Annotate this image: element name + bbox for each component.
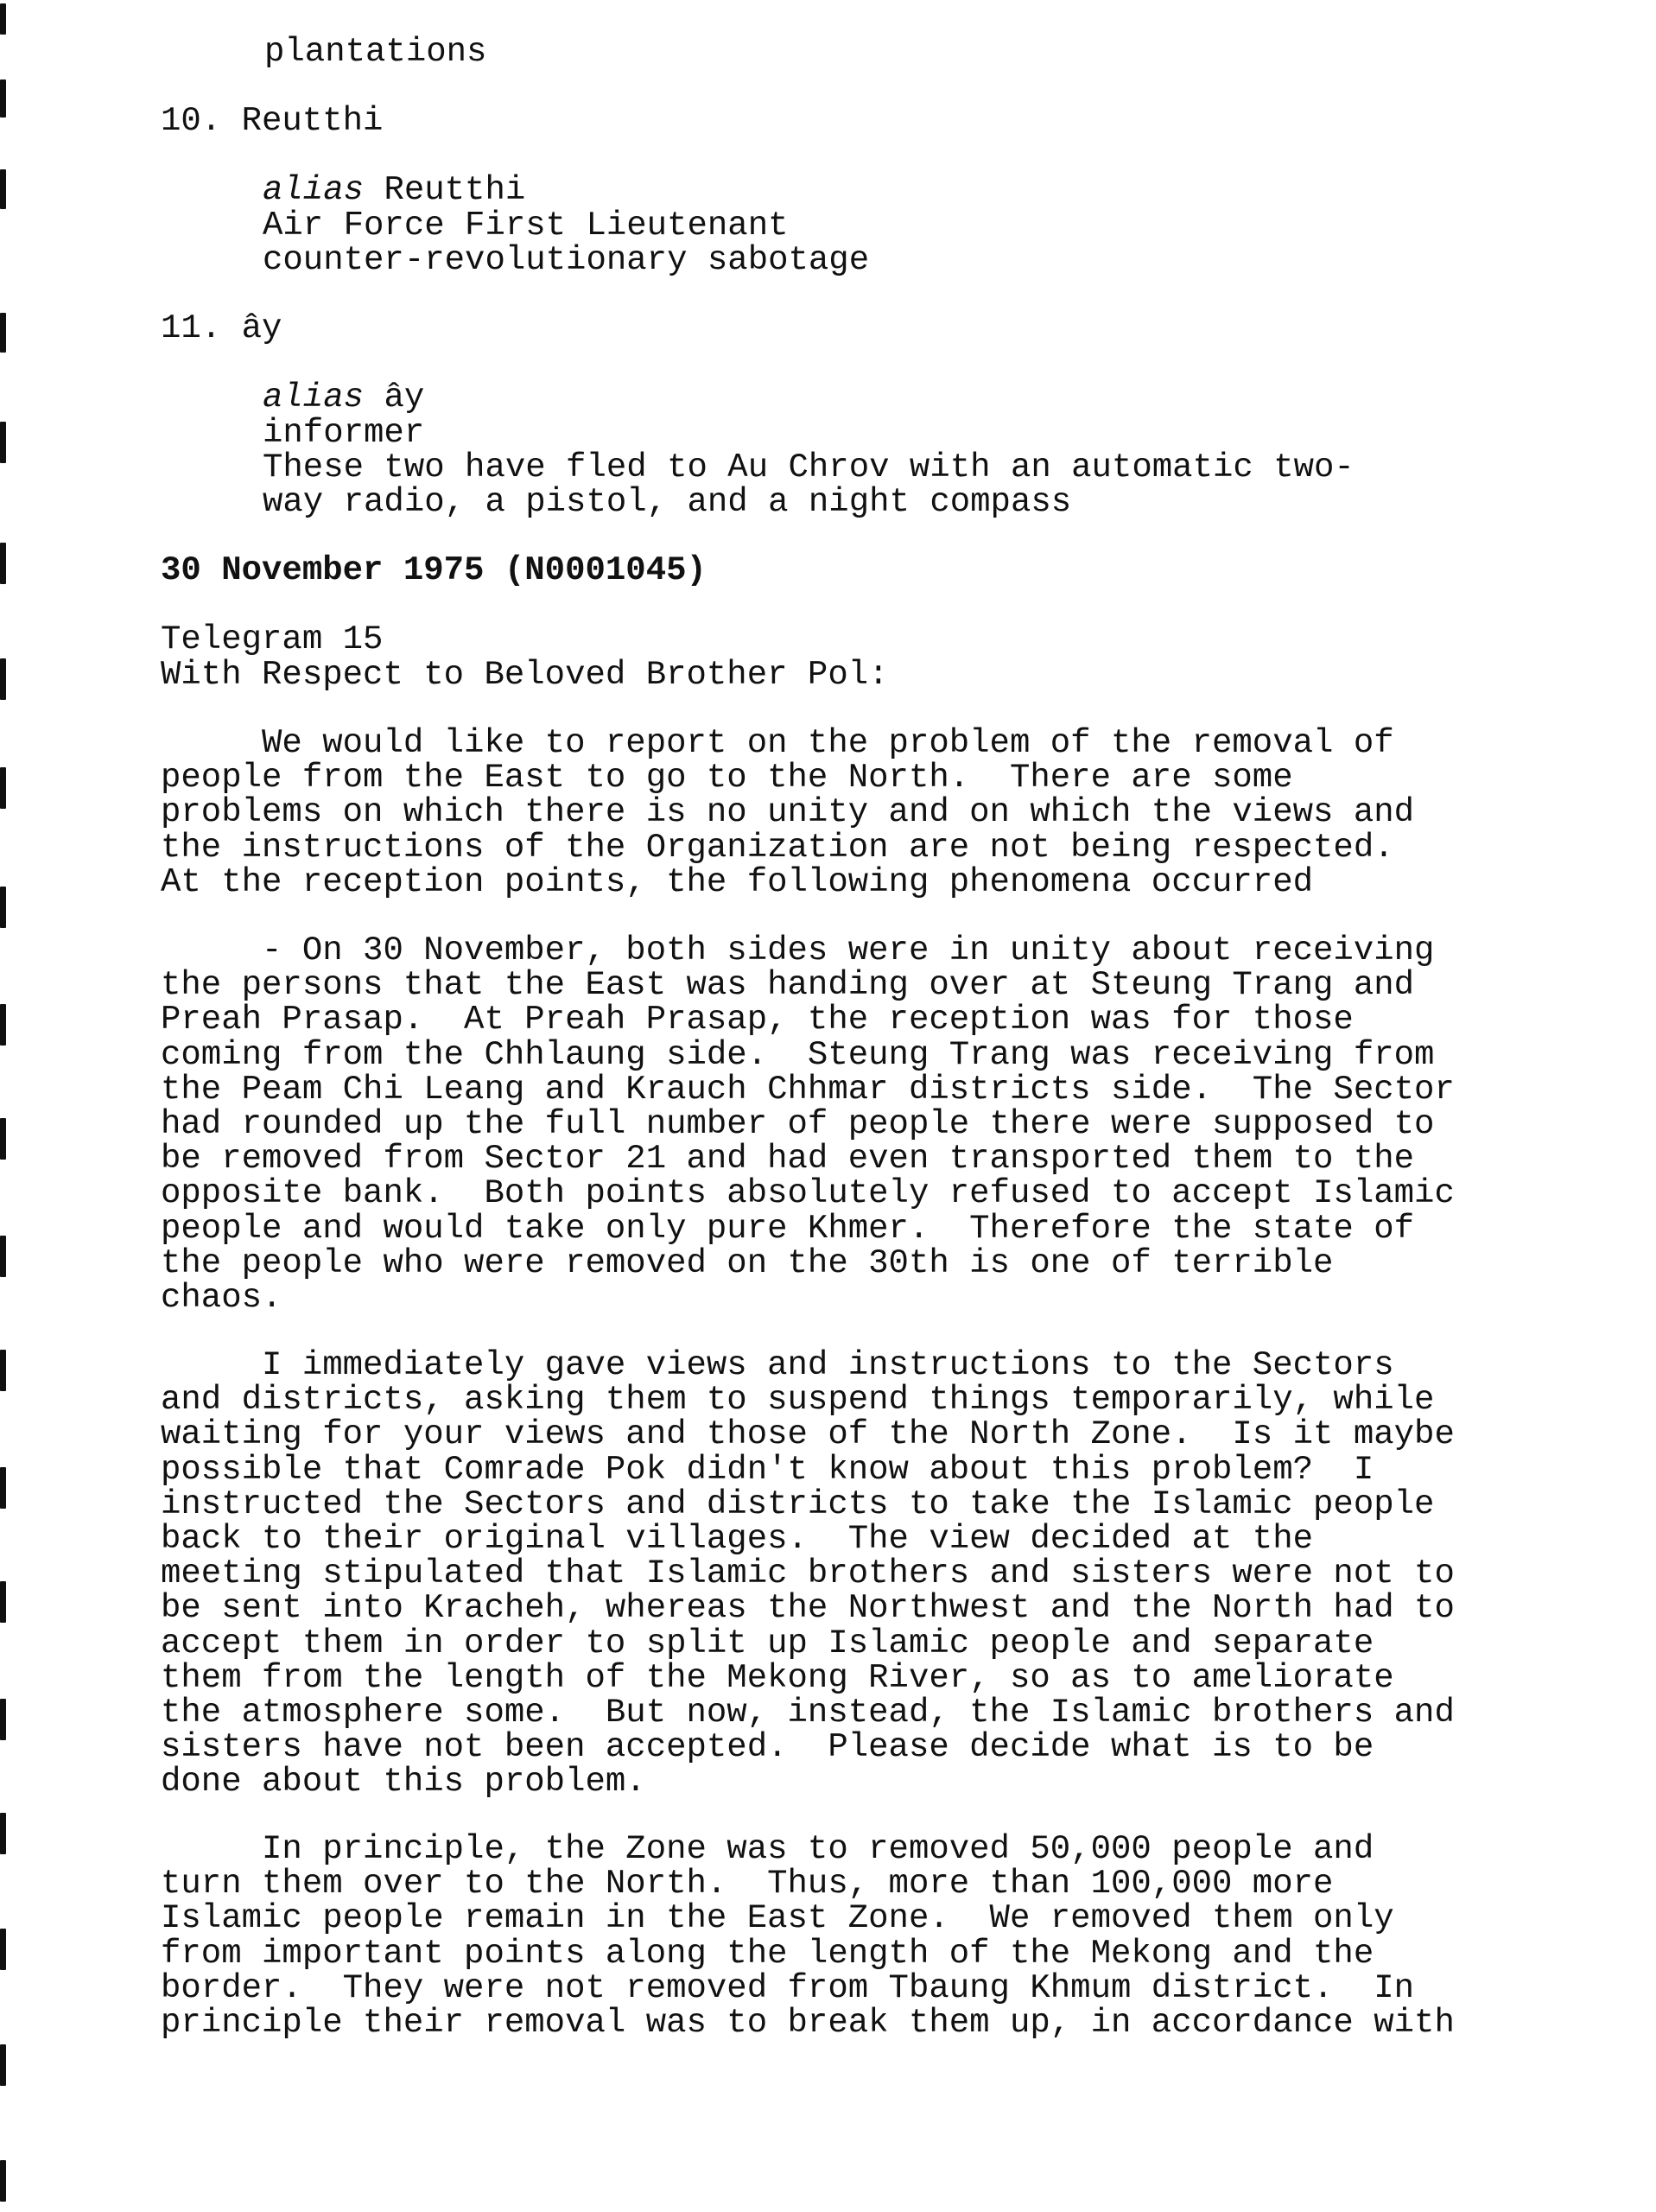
binding-mark: [0, 1004, 6, 1046]
binding-mark: [0, 2044, 6, 2086]
paragraph-line: problems on which there is no unity and on which the views and: [161, 793, 1415, 832]
binding-mark: [0, 1813, 6, 1854]
paragraph-2: [161, 933, 1456, 1315]
alias-name: ây: [384, 378, 425, 417]
binding-mark: [0, 79, 6, 118]
paragraph-line: opposite bank. Both points absolutely refused to accept Islamic: [161, 1174, 1455, 1213]
item-detail: Air Force First Lieutenant: [263, 206, 789, 245]
paragraph-line: coming from the Chhlaung side. Steung Trang was receiving from: [161, 1035, 1435, 1074]
paragraph-line: the instructions of the Organization are not being respected.: [161, 828, 1394, 867]
paragraph-line: the Peam Chi Leang and Krauch Chhmar districts side. The Sector: [161, 1070, 1455, 1109]
binding-mark: [0, 313, 6, 353]
alias-name: Reutthi: [384, 171, 526, 210]
item-detail: informer: [263, 413, 425, 452]
paragraph-line: the people who were removed on the 30th is one of terrible: [161, 1243, 1334, 1282]
paragraph-4: [161, 1832, 1456, 2040]
item-number: 11.: [161, 309, 222, 347]
item-alias: [161, 380, 1456, 415]
paragraph-line: In principle, the Zone was to removed 50,000 people and: [161, 1830, 1374, 1868]
binding-mark: [0, 169, 6, 209]
paragraph-line: waiting for your views and those of the North Zone. Is it maybe: [161, 1415, 1455, 1454]
paragraph-line: - On 30 November, both sides were in unity about receiving: [161, 931, 1435, 969]
paragraph-line: back to their original villages. The view decided at the: [161, 1519, 1314, 1558]
paragraph-line: the persons that the East was handing over at Steung Trang and: [161, 966, 1415, 1005]
paragraph-line: At the reception points, the following phenomena occurred: [161, 862, 1314, 901]
paragraph-line: principle their removal was to break them up, in accordance with: [161, 2003, 1455, 2042]
item-detail: way radio, a pistol, and a night compass: [263, 482, 1072, 521]
paragraph-line: border. They were not removed from Tbaung Khmum district. In: [161, 1968, 1415, 2007]
paragraph-line: from important points along the length of the Mekong and the: [161, 1934, 1374, 1973]
binding-mark: [0, 1467, 6, 1509]
binding-mark: [0, 1699, 6, 1740]
paragraph-line: and districts, asking them to suspend things temporarily, while: [161, 1381, 1435, 1420]
paragraph-line: had rounded up the full number of people there were supposed to: [161, 1104, 1435, 1143]
paragraph-line: meeting stipulated that Islamic brothers and sisters were not to: [161, 1554, 1455, 1593]
binding-mark: [0, 887, 6, 928]
paragraph-line: We would like to report on the problem of the removal of: [161, 724, 1394, 762]
item-alias: [161, 171, 1456, 210]
item-name: ây: [241, 309, 282, 347]
paragraph-line: done about this problem.: [161, 1763, 646, 1802]
telegram-label: Telegram 15: [161, 620, 384, 659]
paragraph-line: be sent into Kracheh, whereas the Northwest and the North had to: [161, 1589, 1455, 1628]
item-number: 10.: [161, 102, 222, 140]
binding-mark: [0, 1350, 6, 1391]
paragraph-line: Preah Prasap. At Preah Prasap, the reception was for those: [161, 1001, 1354, 1039]
paragraph-line: chaos.: [161, 1278, 282, 1317]
item-heading: [161, 311, 1456, 346]
paragraph-line: them from the length of the Mekong River, so as to ameliorate: [161, 1658, 1394, 1697]
binding-mark: [0, 1118, 6, 1160]
alias-label: alias: [263, 171, 365, 210]
binding-mark: [0, 767, 6, 809]
list-item-10: [161, 104, 1456, 277]
paragraph-line: I immediately gave views and instructions to the Sectors: [161, 1346, 1394, 1384]
paragraph-line: Islamic people remain in the East Zone. We removed them only: [161, 1899, 1394, 1938]
paragraph-line: possible that Comrade Pok didn't know about this problem? I: [161, 1450, 1374, 1489]
paragraph-3: [161, 1346, 1456, 1802]
binding-mark: [0, 543, 6, 584]
binding-mark: [0, 2160, 6, 2202]
paragraph-line: people and would take only pure Khmer. Therefore the state of: [161, 1209, 1415, 1248]
paragraph-line: instructed the Sectors and districts to take the Islamic people: [161, 1484, 1435, 1523]
continuation-text: plantations: [264, 33, 487, 71]
paragraph-line: accept them in order to split up Islamic people and separate: [161, 1624, 1374, 1662]
paragraph-line: be removed from Sector 21 and had even transported them to the: [161, 1140, 1415, 1179]
entry-heading: 30 November 1975 (N0001045): [161, 551, 707, 589]
entry-block: [161, 553, 1456, 692]
binding-mark: [0, 1236, 6, 1277]
binding-mark: [0, 1581, 6, 1623]
paragraph-line: people from the East to go to the North. There are some: [161, 759, 1293, 798]
item-heading: [161, 104, 1456, 138]
paragraph-line: sisters have not been accepted. Please decide what is to be: [161, 1728, 1374, 1767]
item-detail: counter-revolutionary sabotage: [263, 240, 870, 279]
list-continuation: [264, 35, 1560, 69]
alias-label: alias: [263, 378, 365, 417]
paragraph-1: [161, 726, 1456, 899]
paragraph-line: the atmosphere some. But now, instead, the Islamic brothers and: [161, 1693, 1455, 1732]
paragraph-line: turn them over to the North. Thus, more than 100,000 more: [161, 1865, 1334, 1904]
binding-mark: [0, 3, 6, 35]
binding-mark: [0, 658, 6, 700]
list-item-11: [161, 311, 1456, 519]
item-detail: These two have fled to Au Chrov with an automatic two-: [263, 448, 1355, 486]
binding-mark: [0, 1929, 6, 1970]
item-name: Reutthi: [241, 102, 384, 140]
binding-mark: [0, 422, 6, 463]
salutation: With Respect to Beloved Brother Pol:: [161, 655, 889, 694]
